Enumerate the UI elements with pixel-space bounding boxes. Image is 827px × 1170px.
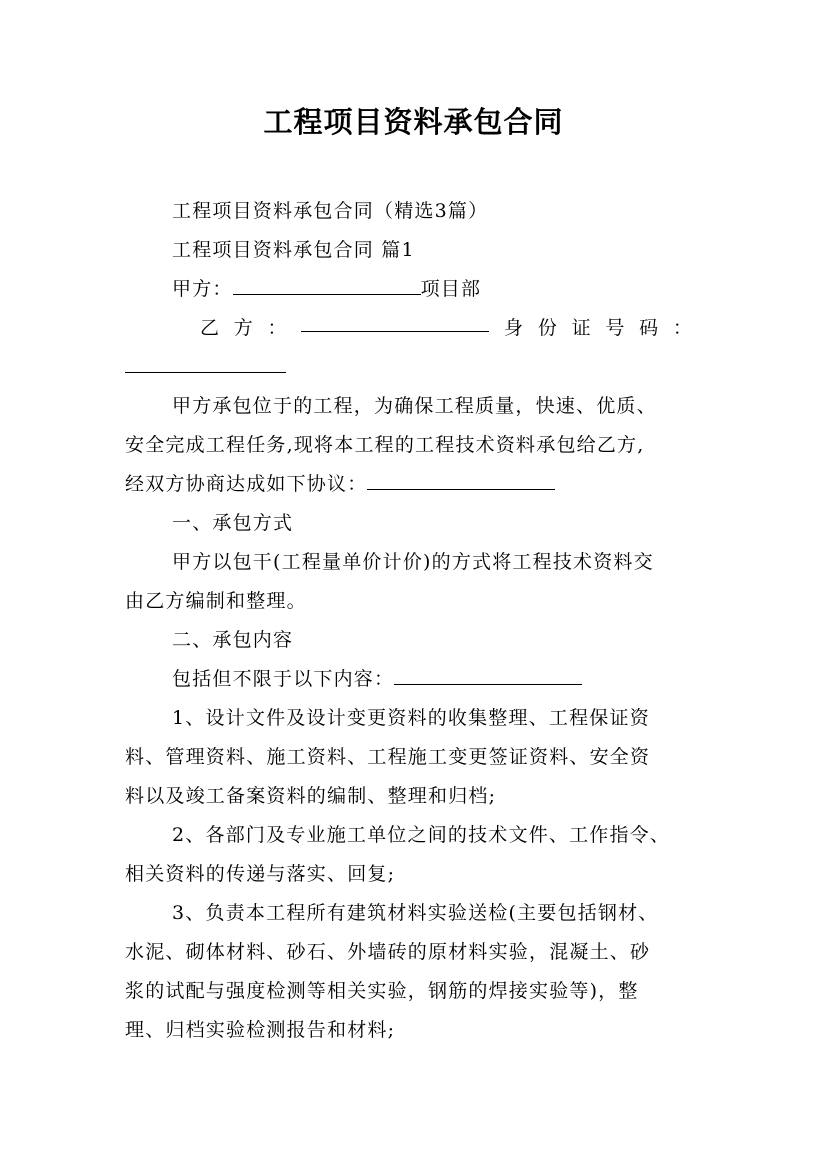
party-b-char: 证 [571,317,591,339]
id-number-blank [125,350,286,373]
clause-1-heading: 一、承包方式 [172,512,294,534]
item-1-line-3: 料以及竣工备案资料的编制、整理和归档; [125,785,497,807]
intro-line-1: 甲方承包位于的工程，为确保工程质量，快速、优质、 [172,395,657,417]
clause-1-line-1: 甲方以包干(工程量单价计价)的方式将工程技术资料交 [172,551,654,573]
party-a-blank [233,272,421,295]
document-title: 工程项目资料承包合同 [263,105,564,139]
document-subtitle: 工程项目资料承包合同（精选3篇） [172,200,489,222]
party-b-char: 号 [605,317,625,339]
intro-line-3 [125,465,555,504]
party-a-label: 甲方： [172,278,233,300]
party-b-char: 份 [537,317,557,339]
item-1-line-2: 料、管理资料、施工资料、工程施工变更签证资料、安全资 [125,746,651,768]
item-2-line-2: 相关资料的传递与落实、回复; [125,863,396,885]
clause-2-intro [172,660,582,699]
clause-2-intro-text: 包括但不限于以下内容： [172,668,395,690]
party-a-suffix: 项目部 [420,278,482,300]
intro-blank [367,467,555,490]
intro-line-2: 安全完成工程任务,现将本工程的工程技术资料承包给乙方, [125,434,645,456]
item-3-line-3: 浆的试配与强度检测等相关实验，钢筋的焊接实验等)，整 [125,980,639,1002]
intro-line-3-text: 经双方协商达成如下协议： [125,473,368,495]
party-b-char: ： [267,317,287,339]
item-1-line-1: 1、设计文件及设计变更资料的收集整理、工程保证资 [172,707,650,729]
item-2-line-1: 2、各部门及专业施工单位之间的技术文件、工作指令、 [172,824,671,846]
party-b-char: ： [672,317,692,339]
item-3-line-1: 3、负责本工程所有建筑材料实验送检(主要包括钢材、 [172,902,659,924]
id-number-line [125,348,286,387]
party-a-line [172,270,481,309]
party-b-line [200,309,692,348]
party-b-char: 乙 [200,317,220,339]
section-heading: 工程项目资料承包合同 篇1 [172,239,415,261]
party-b-blank [301,309,489,332]
party-b-char: 方 [233,317,253,339]
party-b-char: 码 [639,317,659,339]
clause-1-line-2: 由乙方编制和整理。 [125,590,307,612]
clause-2-heading: 二、承包内容 [172,629,294,651]
clause-2-blank [394,662,582,685]
party-b-char: 身 [504,317,524,339]
item-3-line-2: 水泥、砌体材料、砂石、外墙砖的原材料实验，混凝土、砂 [125,941,651,963]
item-3-line-4: 理、归档实验检测报告和材料; [125,1019,396,1041]
